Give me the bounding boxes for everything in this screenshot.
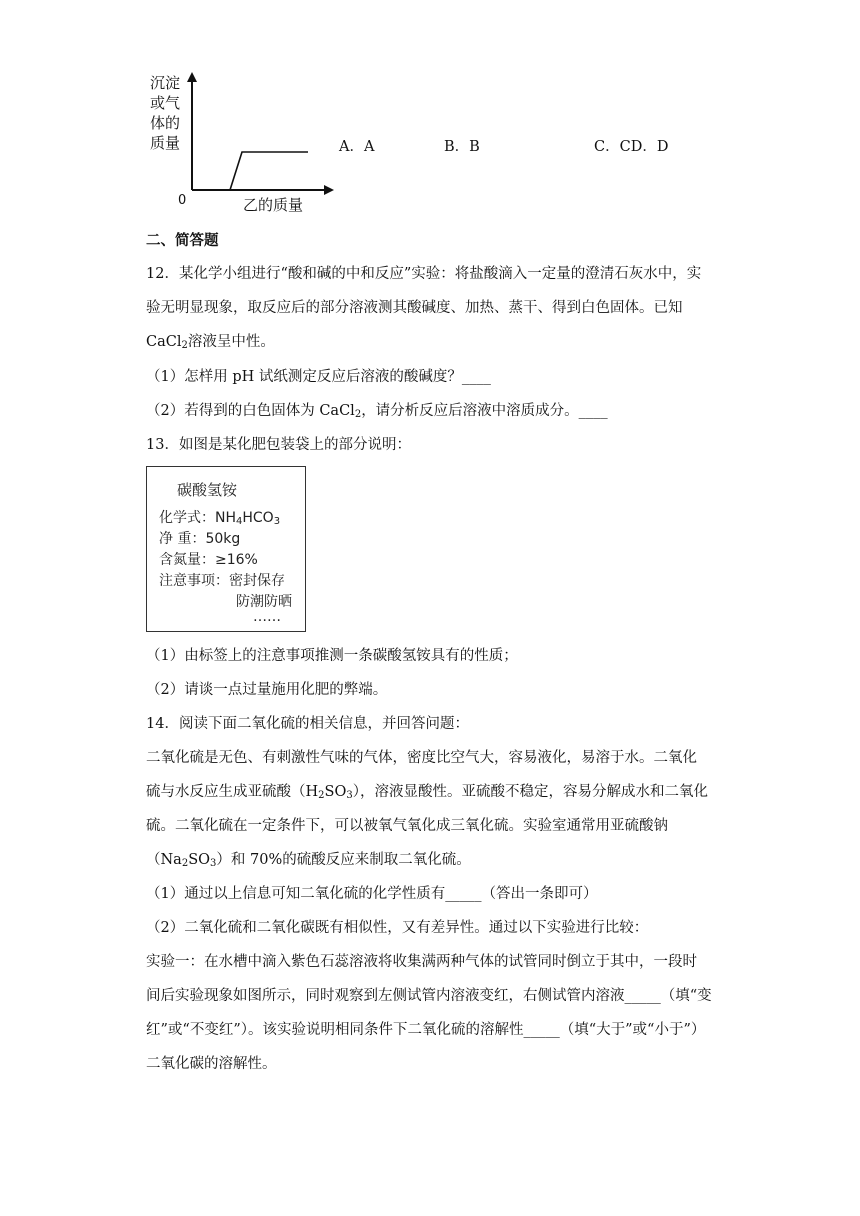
ylabel-line: 或气 [150, 94, 181, 112]
label-weight: 净 重：50kg [159, 531, 241, 547]
q14-exp1-line2: 间后实验现象如图所示，同时观察到左侧试管内溶液变红，右侧试管内溶液_____（填“变 [146, 988, 712, 1004]
q13-sub1: （1）由标签上的注意事项推测一条碳酸氢铵具有的性质； [146, 648, 518, 664]
q12-text: ，请分析反应后溶液中溶质成分。____ [361, 403, 608, 419]
ylabel-line: 质量 [150, 134, 181, 152]
q14-para2 [146, 782, 708, 806]
q14-text: ），溶液显酸性。亚硫酸不稳定，容易分解成水和二氧化 [352, 784, 708, 800]
q12-line2: 验无明显现象，取反应后的部分溶液测其酸碱度、加热、蒸干、得到白色固体。已知 [146, 300, 683, 316]
q14-sub1: （1）通过以上信息可知二氧化硫的化学性质有_____（答出一条即可） [146, 886, 598, 902]
q12-sub1: （1）怎样用 pH 试纸测定反应后溶液的酸碱度？____ [146, 369, 491, 385]
fertilizer-label [146, 466, 306, 632]
label-notes2: 防潮防晒 [236, 594, 292, 610]
section-title: 二、简答题 [146, 232, 219, 249]
option-a: A．A [339, 139, 375, 155]
label-more: …… [253, 609, 281, 625]
graph-origin: 0 [178, 193, 187, 208]
q14-line1: 14．阅读下面二氧化硫的相关信息，并回答问题： [146, 716, 469, 732]
q14-sub: 2 [181, 858, 189, 869]
q12-text: 溶液呈中性。 [187, 334, 275, 350]
q12-sub: 2 [354, 409, 362, 420]
label-sub: 4 [236, 516, 243, 527]
q14-text: （Na [146, 852, 182, 868]
q13-line1: 13．如图是某化肥包装袋上的部分说明： [146, 437, 411, 453]
q12-sub: 2 [181, 340, 188, 351]
q14-exp1-line3: 红”或“不变红”）。该实验说明相同条件下二氧化硫的溶解性_____（填“大于”或“小于”） [146, 1022, 706, 1038]
graph-axes [180, 70, 340, 200]
graph-curve [230, 152, 308, 190]
label-nitrogen: 含氮量：≥16% [159, 552, 258, 568]
q12-line3 [146, 332, 275, 356]
option-c: C．CD．D [594, 139, 669, 155]
label-title: 碳酸氢铵 [177, 481, 238, 499]
q14-sub2: （2）二氧化硫和二氧化碳既有相似性，又有差异性。通过以下实验进行比较： [146, 920, 649, 936]
q14-exp1-line1: 实验一：在水槽中滴入紫色石蕊溶液将收集满两种气体的试管同时倒立于其中，一段时 [146, 954, 697, 970]
label-formula [159, 507, 280, 527]
q14-para4 [146, 850, 471, 874]
q14-text: SO [324, 784, 347, 800]
q12-line1: 12．某化学小组进行“酸和碱的中和反应”实验：将盐酸滴入一定量的澄清石灰水中，实 [146, 266, 702, 282]
label-sub: 3 [273, 516, 281, 527]
q14-sub: 2 [318, 790, 325, 801]
q14-exp1-line4: 二氧化碳的溶解性。 [146, 1056, 277, 1072]
q13-sub2: （2）请谈一点过量施用化肥的弊端。 [146, 682, 388, 698]
q12-sub2 [146, 401, 608, 425]
q14-sub: 3 [346, 790, 353, 801]
q14-sub: 3 [210, 858, 217, 869]
ylabel-line: 体的 [150, 114, 181, 132]
q14-para3: 硫。二氧化硫在一定条件下，可以被氧气氧化成三氧化硫。实验室通常用亚硫酸钠 [146, 818, 668, 834]
label-notes: 注意事项：密封保存 [159, 573, 285, 589]
graph-xlabel: 乙的质量 [243, 196, 304, 214]
q12-text: （2）若得到的白色固体为 CaCl [146, 403, 355, 419]
ylabel-line: 沉淀 [150, 74, 181, 92]
q14-text: ）和 70%的硫酸反应来制取二氧化硫。 [216, 852, 471, 868]
label-text: 化学式：NH [159, 510, 236, 526]
q14-text: SO [188, 852, 211, 868]
q14-text: 硫与水反应生成亚硫酸（H [146, 784, 319, 800]
option-b: B．B [444, 139, 480, 155]
q14-para1: 二氧化硫是无色、有刺激性气味的气体，密度比空气大，容易液化，易溶于水。二氧化 [146, 750, 697, 766]
y-axis-arrow [187, 72, 197, 82]
q12-text: CaCl [146, 334, 182, 350]
label-text: HCO [242, 510, 274, 526]
x-axis-arrow [324, 185, 334, 195]
